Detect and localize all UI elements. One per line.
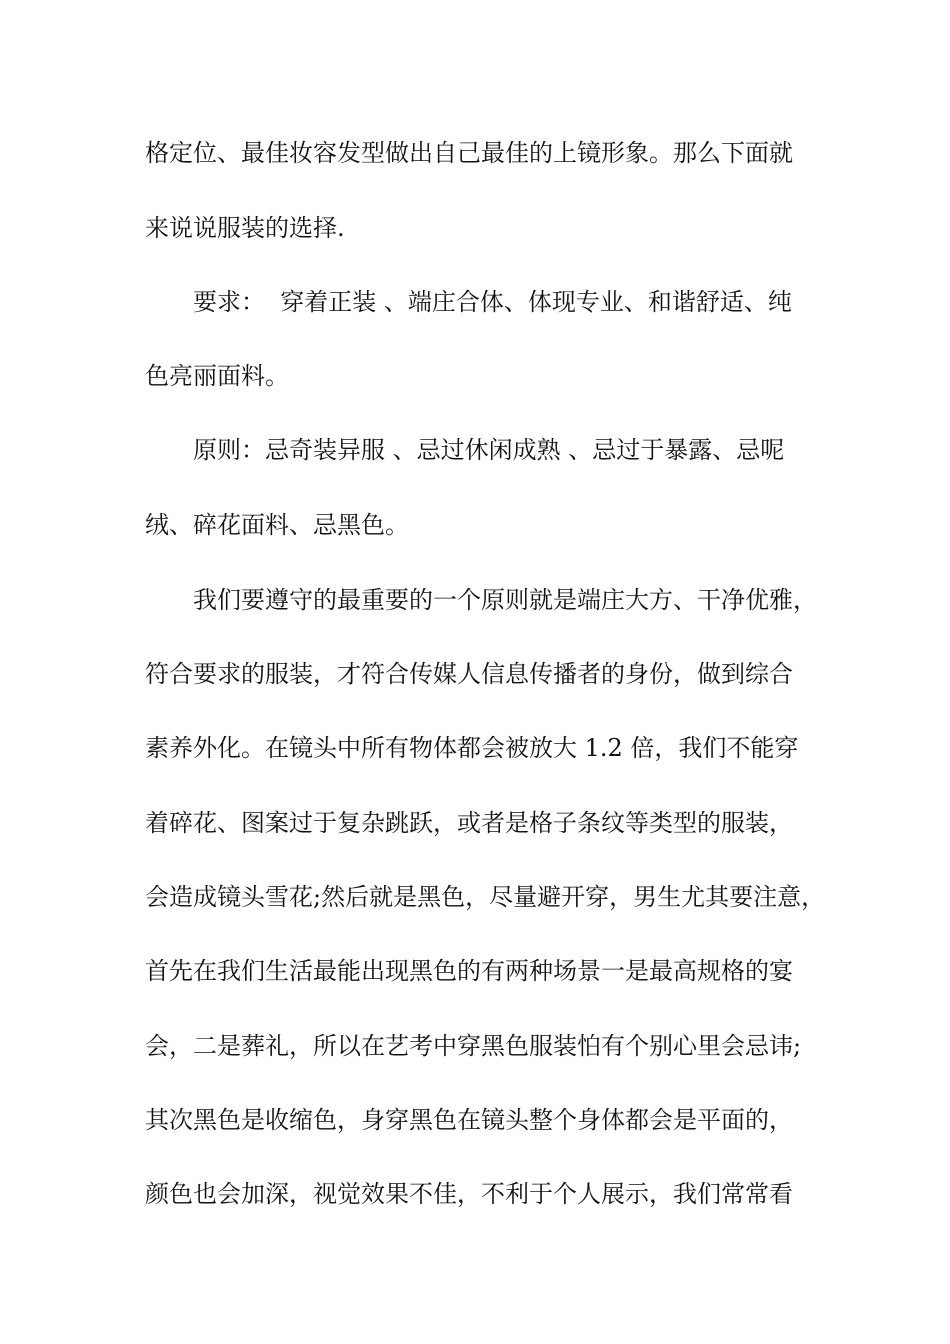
text-line [0,356,950,396]
text-line [0,951,950,991]
line-text: 会，二是葬礼，所以在艺考中穿黑色服装怕有个别心里会忌讳; [145,1032,802,1060]
line-text: 我们要遵守的最重要的一个原则就是端庄大方、干净优雅， [193,586,817,614]
text-line [0,1100,950,1140]
line-text: 首先在我们生活最能出现黑色的有两种场景一是最高规格的宴 [145,957,793,985]
text-line [0,208,950,248]
line-text: 要求： 穿着正装 、端庄合体、体现专业、和谐舒适、纯 [193,288,792,316]
text-line [0,1026,950,1066]
line-text: 原则：忌奇装异服 、忌过休闲成熟 、忌过于暴露、忌呢 [193,436,785,464]
line-text: 色亮丽面料。 [145,362,289,390]
line-text: 符合要求的服装，才符合传媒人信息传播者的身份，做到综合 [145,660,793,688]
line-text: 其次黑色是收缩色，身穿黑色在镜头整个身体都会是平面的， [145,1106,793,1134]
text-line [0,505,950,545]
line-text: 绒、碎花面料、忌黑色。 [145,511,409,539]
text-line [0,728,950,768]
line-text: 来说说服装的选择. [145,214,345,242]
line-text: 素养外化。在镜头中所有物体都会被放大 1.2 倍，我们不能穿 [145,734,799,762]
line-text: 颜色也会加深，视觉效果不佳，不利于个人展示，我们常常看 [145,1180,793,1208]
paragraph-first-line [0,282,950,322]
line-text: 格定位、最佳妆容发型做出自己最佳的上镜形象。那么下面就 [145,139,793,167]
text-line [0,1174,950,1214]
paragraph-first-line [0,430,950,470]
line-text: 会造成镜头雪花;然后就是黑色，尽量避开穿，男生尤其要注意， [145,883,826,911]
text-line [0,133,950,173]
text-line [0,803,950,843]
paragraph-first-line [0,580,950,620]
text-line [0,877,950,917]
text-line [0,654,950,694]
line-text: 着碎花、图案过于复杂跳跃，或者是格子条纹等类型的服装， [145,809,793,837]
